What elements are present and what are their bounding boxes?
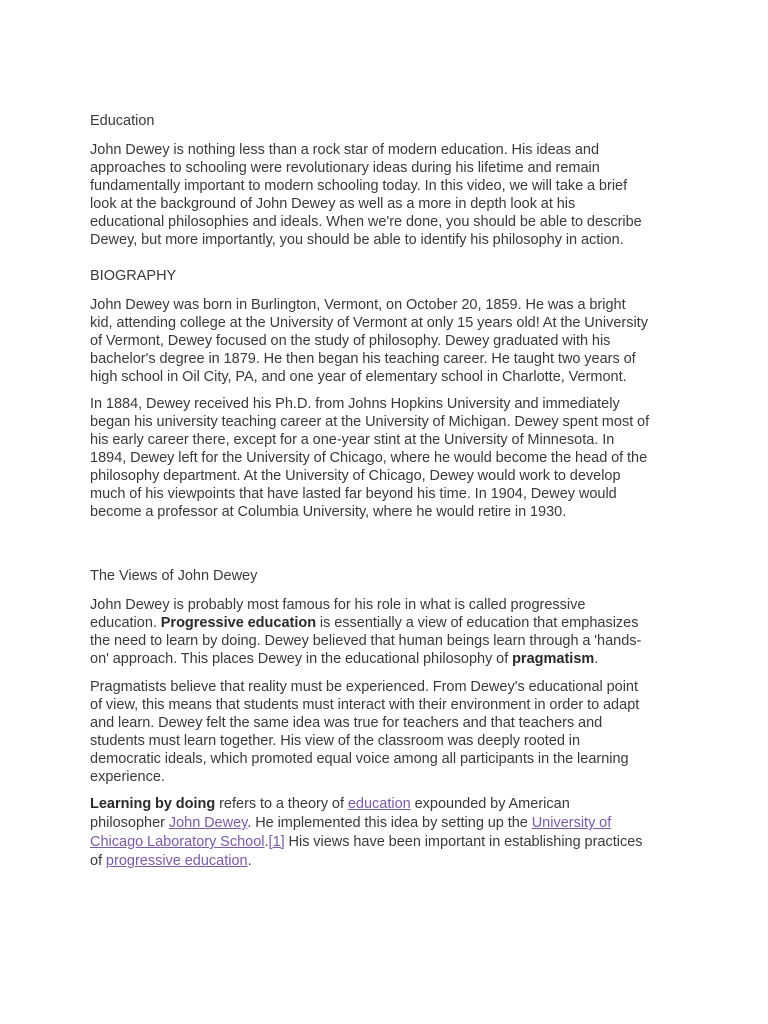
- heading-education: Education: [90, 113, 155, 129]
- text-line: students must learn together. His view of the classroom was deeply rooted in: [90, 733, 581, 749]
- text-line: experience.: [90, 769, 165, 785]
- text-line: [90, 650, 680, 668]
- text-run: on' approach. This places Dewey in the educational philosophy of: [90, 651, 513, 667]
- text-line: John Dewey was born in Burlington, Vermont, on October 20, 1859. He was a bright: [90, 297, 626, 313]
- text-line: John Dewey is nothing less than a rock star of modern education. His ideas and: [90, 142, 600, 158]
- text-line: philosophy department. At the University of Chicago, Dewey would work to develop: [90, 468, 621, 484]
- text-line: kid, attending college at the University of Vermont at only 15 years old! At the University: [90, 315, 648, 331]
- text-line: of Vermont, Dewey focused on the study of philosophy. Dewey graduated with his: [90, 333, 611, 349]
- text-line: 1894, Dewey left for the University of Chicago, where he would become the head of the: [90, 450, 648, 466]
- text-run: is essentially a view of education that emphasizes: [316, 615, 639, 631]
- text-line: of view, this means that students must interact with their environment in order to adapt: [90, 697, 640, 713]
- text-run: expounded by American: [410, 796, 570, 812]
- biography-paragraph-1: [90, 296, 680, 386]
- bold-term-pragmatism: pragmatism: [512, 651, 595, 667]
- bold-term-progressive-education: Progressive education: [160, 615, 317, 631]
- text-line: Pragmatists believe that reality must be experienced. From Dewey's educational point: [90, 679, 639, 695]
- link-education[interactable]: education: [347, 796, 411, 812]
- views-paragraph-1: [90, 596, 680, 668]
- text-line: [90, 814, 680, 833]
- text-line: the need to learn by doing. Dewey believed that human beings learn through a 'hands-: [90, 633, 642, 649]
- text-line: his early career there, except for a one-year stint at the University of Minnesota. In: [90, 432, 615, 448]
- text-line: approaches to schooling were revolutionary ideas during his lifetime and remain: [90, 160, 600, 176]
- text-run: .: [247, 853, 252, 869]
- text-line: high school in Oil City, PA, and one year of elementary school in Charlotte, Vermont.: [90, 369, 627, 385]
- text-line: [90, 833, 680, 852]
- link-reference-1[interactable]: [1]: [268, 834, 285, 850]
- text-run: philosopher: [90, 815, 169, 831]
- heading-biography: BIOGRAPHY: [90, 268, 177, 284]
- link-progressive-education[interactable]: progressive education: [105, 853, 248, 869]
- text-run: . He implemented this idea by setting up the: [247, 815, 532, 831]
- heading-views: The Views of John Dewey: [90, 568, 258, 584]
- text-line: become a professor at Columbia University, where he would retire in 1930.: [90, 504, 567, 520]
- text-line: began his university teaching career at the University of Michigan. Dewey spent most of: [90, 414, 650, 430]
- text-line: [90, 795, 680, 814]
- text-line: John Dewey is probably most famous for his role in what is called progressive: [90, 597, 586, 613]
- text-run: refers to a theory of: [215, 796, 348, 812]
- text-line: look at the background of John Dewey as well as a more in depth look at his: [90, 196, 576, 212]
- link-john-dewey[interactable]: John Dewey: [168, 815, 248, 831]
- text-run: .: [594, 651, 599, 667]
- text-line: [90, 852, 680, 871]
- text-line: and learn. Dewey felt the same idea was true for teachers and that teachers and: [90, 715, 603, 731]
- text-line: educational philosophies and ideals. When we're done, you should be able to describe: [90, 214, 642, 230]
- biography-paragraph-2: [90, 395, 680, 521]
- views-paragraph-2: [90, 678, 680, 786]
- text-line: [90, 614, 680, 632]
- text-line: democratic ideals, which promoted equal voice among all participants in the learning: [90, 751, 629, 767]
- bold-term-learning-by-doing: Learning by doing: [90, 796, 216, 812]
- text-line: much of his viewpoints that have lasted far beyond his time. In 1904, Dewey would: [90, 486, 617, 502]
- text-line: fundamentally important to modern schooling today. In this video, we will take a brief: [90, 178, 628, 194]
- link-university-of-chicago-laboratory-school-cont[interactable]: Chicago Laboratory School: [90, 834, 265, 850]
- text-line: In 1884, Dewey received his Ph.D. from Johns Hopkins University and immediately: [90, 396, 620, 412]
- text-line: Dewey, but more importantly, you should be able to identify his philosophy in action.: [90, 232, 624, 248]
- text-run: of: [90, 853, 106, 869]
- text-run: education.: [90, 615, 161, 631]
- text-run: His views have been important in establishing practices: [284, 834, 643, 850]
- text-run: .: [264, 834, 269, 850]
- views-paragraph-3: [90, 795, 680, 871]
- education-intro-paragraph: [90, 141, 680, 249]
- text-line: bachelor's degree in 1879. He then began his teaching career. He taught two years of: [90, 351, 636, 367]
- link-university-of-chicago-laboratory-school[interactable]: University of: [531, 815, 612, 831]
